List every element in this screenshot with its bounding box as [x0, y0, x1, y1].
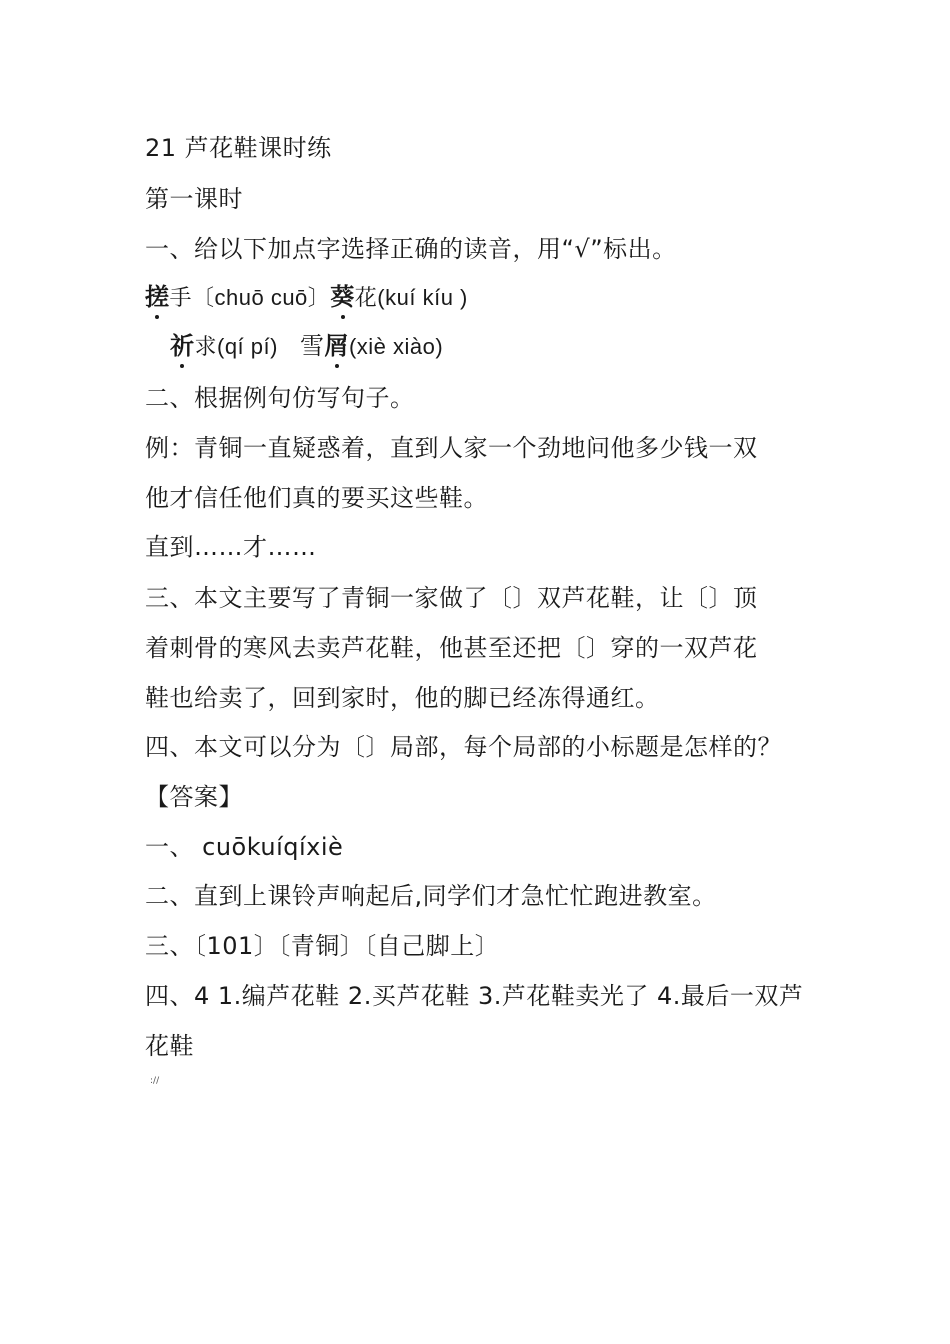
- reading-options: 手〔chuō cuō〕: [169, 285, 331, 310]
- example-sentence-line-1: 例：青铜一直疑惑着，直到人家一个劲地问他多少钱一双: [145, 434, 758, 462]
- question-1-prompt: 一、给以下加点字选择正确的读音，用“√”标出。: [145, 235, 677, 263]
- question-2-prompt: 二、根据例句仿写句子。: [145, 384, 415, 412]
- footer-mark: ://: [150, 1076, 160, 1086]
- dotted-character: 葵: [330, 283, 355, 311]
- dotted-character: 祈: [170, 332, 195, 360]
- document-title: 21 芦花鞋课时练: [145, 134, 332, 162]
- answer-1: 一、 cuōkuíqíxiè: [145, 833, 344, 861]
- answer-4-line-1: 四、4 1.编芦花鞋 2.买芦花鞋 3.芦花鞋卖光了 4.最后一双芦: [145, 982, 804, 1010]
- answer-4-line-2: 花鞋: [145, 1032, 194, 1060]
- reading-options: 花(kuí kíu ): [354, 285, 468, 310]
- question-3-line-3: 鞋也给卖了，回到家时，他的脚已经冻得通红。: [145, 684, 660, 712]
- reading-options: 求(qí pí): [194, 334, 278, 359]
- question-3-line-1: 三、本文主要写了青铜一家做了〔〕双芦花鞋，让〔〕顶: [145, 584, 758, 612]
- lesson-label: 第一课时: [145, 185, 243, 213]
- answer-2: 二、直到上课铃声响起后,同学们才急忙忙跑进教室。: [145, 882, 717, 910]
- plain-character: 雪: [299, 332, 325, 360]
- example-sentence-line-2: 他才信任他们真的要买这些鞋。: [145, 484, 488, 512]
- question-1-row-2: [170, 331, 835, 362]
- dotted-character: 屑: [324, 332, 349, 360]
- question-1-row-1: [145, 282, 810, 313]
- answers-heading: 【答案】: [145, 783, 243, 811]
- question-4-line-1: 四、本文可以分为〔〕局部，每个局部的小标题是怎样的？: [145, 733, 782, 761]
- reading-options: (xiè xiào): [348, 334, 444, 359]
- sentence-pattern: 直到……才……: [145, 533, 317, 561]
- question-3-line-2: 着刺骨的寒风去卖芦花鞋，他甚至还把〔〕穿的一双芦花: [145, 634, 758, 662]
- answer-3: 三、〔101〕〔青铜〕〔自己脚上〕: [145, 932, 500, 960]
- dotted-character: 搓: [145, 283, 170, 311]
